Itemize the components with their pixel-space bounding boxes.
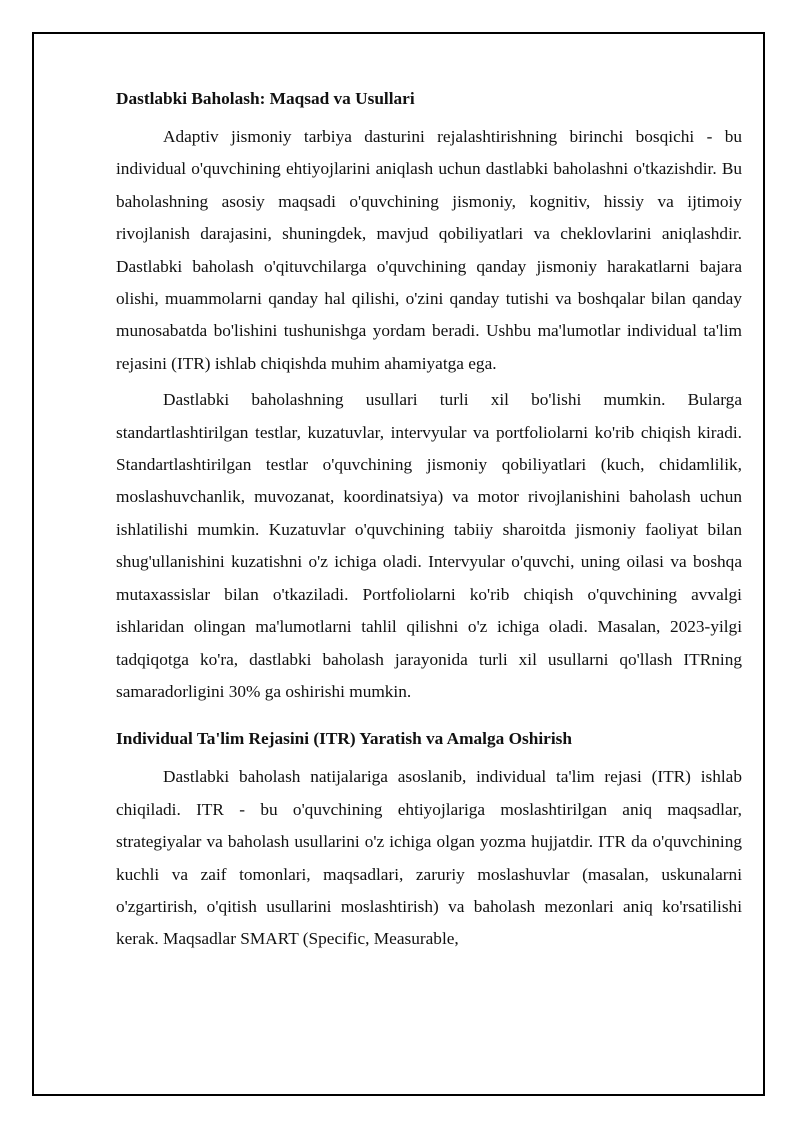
section-initial-assessment	[116, 88, 742, 708]
section-heading: Dastlabki Baholash: Maqsad va Usullari	[116, 89, 415, 108]
paragraph: Adaptiv jismoniy tarbiya dasturini rejalashtirishning birinchi bosqichi - bu individual o'quvchining ehtiyojlarini aniqlash uchun dastlabki baholashni o'tkazishdir. Bu baholashning asosiy maqsadi o'quvchining jismoniy, kognitiv, hissiy va ijtimoiy rivojlanish darajasini, shuningdek, mavjud qobiliyatlari va cheklovlarini aniqlashdir. Dastlabki baholash o'qituvchilarga o'quvchining qanday jismoniy harakatlarni bajara olishi, muammolarni qanday hal qilishi, o'zini qanday tutishi va boshqalar bilan qanday munosabatda bo'lishini tushunishga yordam beradi. Ushbu ma'lumotlar individual ta'lim rejasini (ITR) ishlab chiqishda muhim ahamiyatga ega.	[116, 127, 742, 373]
section-heading: Individual Ta'lim Rejasini (ITR) Yaratish va Amalga Oshirish	[116, 729, 572, 749]
paragraph: Dastlabki baholashning usullari turli xil bo'lishi mumkin. Bularga standartlashtirilgan testlar, kuzatuvlar, intervyular va portfoliolarni ko'rib chiqish kiradi. Standartlashtirilgan testlar o'quvchining jismoniy qobiliyatlari (kuch, chidamlilik, moslashuvchanlik, muvozanat, koordinatsiya) va motor rivojlanishini baholash uchun ishlatilishi mumkin. Kuzatuvlar o'quvchining tabiiy sharoitda jismoniy faoliyat bilan shug'ullanishini kuzatishni o'z ichiga oladi. Intervyular o'quvchi, uning oilasi va boshqa mutaxassislar bilan o'tkaziladi. Portfoliolarni ko'rib chiqish o'quvchining avvalgi ishlaridan olingan ma'lumotlarni tahlil qilishni o'z ichiga oladi. Masalan, 2023-yilgi tadqiqotga ko'ra, dastlabki baholash jarayonida turli xil usullarni qo'llash ITRning samaradorligini 30% ga oshirishi mumkin.	[116, 390, 742, 701]
document-body	[116, 88, 742, 960]
paragraph: Dastlabki baholash natijalariga asoslanib, individual ta'lim rejasi (ITR) ishlab chiqiladi. ITR - bu o'quvchining ehtiyojlariga moslashtirilgan aniq maqsadlar, strategiyalar va baholash usullarini o'z ichiga olgan yozma hujjatdir. ITR da o'quvchining kuchli va zaif tomonlari, maqsadlari, zaruriy moslashuvlar (masalan, uskunalarni o'zgartirish, o'qitish usullarini moslashtirish) va baholash mezonlari aniq ko'rsatilishi kerak. Maqsadlar SMART (Specific, Measurable,	[116, 767, 742, 949]
section-itr	[116, 728, 742, 955]
